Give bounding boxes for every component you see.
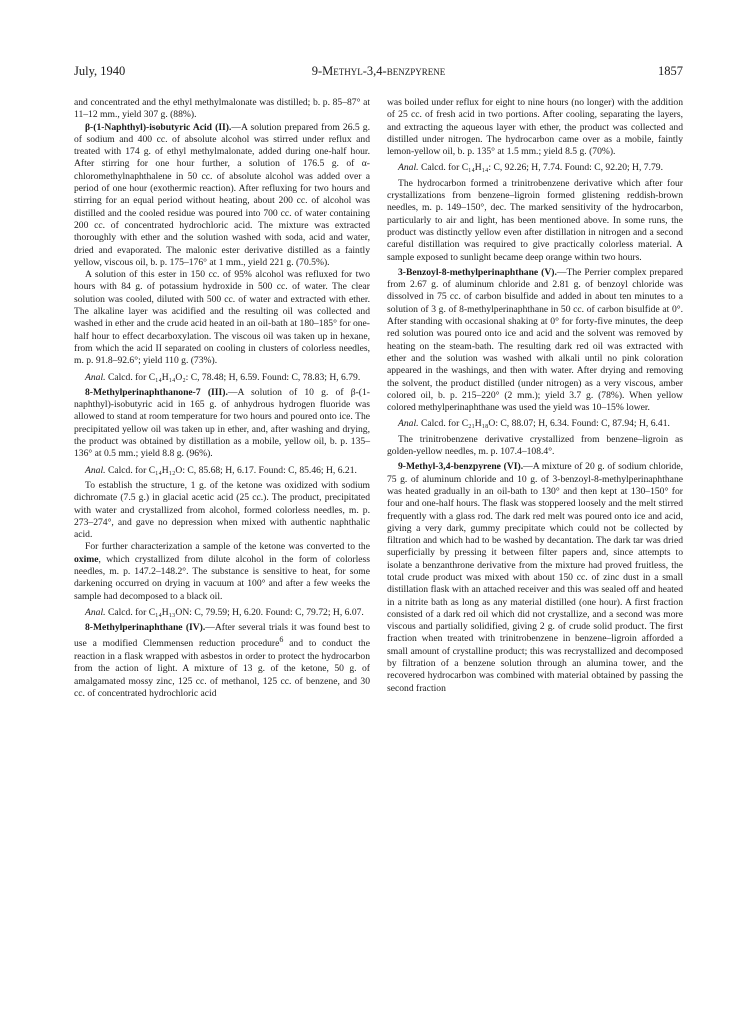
analysis-line: Anal. Calcd. for C₂₁H₁₈O: C, 88.07; H, 6.34. Found: C, 87.94; H, 6.41. [398,418,670,430]
paragraph: 8-Methylperinaphthanone-7 (III).—A solution of 10 g. of β-(1-naphthyl)-isobutyric acid in 165 g. of anhydrous hydrogen fluoride was allowed to stand at room temperature for two hours and poured onto ice. The precipitated yellow oil was taken up in ether, and, after washing and drying, the product was obtained by distillation as a mobile, yellow oil, b. p. 135–136° at 0.5 mm.; yield 8.8 g. (96%). [74,386,370,460]
analysis-line: Anal. Calcd. for C₁₄H₁₃ON: C, 79.59; H, 6.20. Found: C, 79.72; H, 6.07. [85,606,364,618]
inline-term: oxime [74,553,99,565]
text-columns [74,97,683,987]
paragraph: and concentrated and the ethyl methylmalonate was distilled; b. p. 85–87° at 11–12 mm., yield 307 g. (88%). [74,97,370,121]
left-column [74,97,370,987]
page-number: 1857 [658,64,683,78]
paragraph: For further characterization a sample of the ketone was converted to the oxime, which crystallized from dilute alcohol in the form of colorless needles, m. p. 147.2–148.2°. The substance is sensitive to heat, for some darkening occurred on drying in vacuum at 100° and after a few weeks the sample had decomposed to a black oil. [74,541,370,602]
paragraph: was boiled under reflux for eight to nine hours (no longer) with the addition of 25 cc. of fresh acid in two portions. After cooling, separating the layers, and extracting the aqueous layer with ether, the product was collected and distilled under nitrogen. The hydrocarbon came over as a mobile, faintly lemon-yellow oil, b. p. 135° at 1.5 mm.; yield 8.5 g. (70%). [387,97,683,158]
paragraph: β-(1-Naphthyl)-isobutyric Acid (II).—A solution prepared from 26.5 g. of sodium and 400 cc. of absolute alcohol was stirred under reflux and treated with 174 g. of ethyl methylmalonate, added during one-half hour. After stirring for one hour further, a solution of 176.5 g. of α-chloromethylnaphthalene in 50 cc. of absolute alcohol was added over a period of one hour (exothermic reaction). After refluxing for two hours and stirring for an equal period without heating, about 200 cc. of alcohol was distilled and the cooled residue was poured into 700 cc. of water containing 200 cc. of concentrated hydrochloric acid. The mixture was extracted thoroughly with ether and the solution washed with soda, acid and water, dried and evaporated. The malonic ester derivative distilled as a faintly yellow, viscous oil, b. p. 175–176° at 1 mm., yield 221 g. (70.5%). [74,121,371,268]
analysis-line: Anal. Calcd. for C₁₄H₁₄O₂: C, 78.48; H, 6.59. Found: C, 78.83; H, 6.79. [85,371,361,383]
footnote-ref: 6 [279,635,284,645]
paragraph: 8-Methylperinaphthane (IV).—After several trials it was found best to use a modified Clemmensen reduction procedure$^6$ and to conduct the reaction in a flask wrapped with asbestos in order to protect the hydrocarbon from the action of light. A mixture of 13 g. of the ketone, 50 g. of amalgamated mossy zinc, 125 cc. of methanol, 125 cc. of benzene, and 30 cc. of concentrated hydrochloric acid [74,622,370,699]
issue-date: July, 1940 [74,64,126,78]
section-heading: β-(1-Naphthyl)-isobutyric Acid (II). [85,121,232,133]
section-heading: 9-Methyl-3,4-benzpyrene (VI). [398,461,524,473]
paragraph: The trinitrobenzene derivative crystallized from benzene–ligroin as golden-yellow needles, m. p. 107.4–108.4°. [387,433,683,458]
right-column [387,97,683,987]
section-heading: 8-Methylperinaphthanone-7 (III). [85,386,228,398]
paragraph: 3-Benzoyl-8-methylperinaphthane (V).—The Perrier complex prepared from 2.67 g. of aluminum chloride and 2.81 g. of benzoyl chloride was dissolved in 75 cc. of carbon bisulfide and added in about ten minutes to a solution of 3 g. of 8-methylperinaphthane in 50 cc. of carbon bisulfide at 0°. After standing with occasional shaking at 0° for forty-five minutes, the deep red solution was poured onto ice and acid and the solvent was removed by heating on the steam-bath. The resulting dark red oil was extracted with ether and the solution was washed with alkali until no pink coloration appeared in the washings, and then with water. After drying and removing the solvent, the product distilled (under nitrogen) as a very viscous, amber colored oil, b. p. 215–220° (2 mm.); yield 3.7 g. (78%). When yellow colored methylperinaphthane was used the yield was 10–15% lower. [387,266,683,414]
analysis-line: Anal. Calcd. for C₁₄H₁₄: C, 92.26; H, 7.74. Found: C, 92.20; H, 7.79. [398,162,663,174]
section-heading: 3-Benzoyl-8-methylperinaphthane (V). [398,266,557,278]
analysis-line: Anal. Calcd. for C₁₄H₁₂O: C, 85.68; H, 6.17. Found: C, 85.46; H, 6.21. [85,464,357,476]
running-header [74,64,683,84]
paragraph: 9-Methyl-3,4-benzpyrene (VI).—A mixture of 20 g. of sodium chloride, 75 g. of aluminum chloride and 10 g. of 3-benzoyl-8-methylperinaphthane was heated gradually in an oil-bath to 130° and then kept at 130–150° for four and one-half hours. The flask was stoppered loosely and the melt stirred frequently with a glass rod. The dark red melt was poured onto ice and acid, giving a very dark, gummy precipitate which could not be collected by filtration and which had to be washed by decantation. The dark tar was dried superficially by pressing it between filter papers and, since attempts to isolate a benzanthrone derivative from the mixture had proved fruitless, the total crude product was mixed with about 150 cc. of zinc dust in a small distillation flask with an attached receiver and this was sealed off and heated in a nitrite bath as long as any material distilled (one hour). A first fraction consisted of a dark red oil which did not crystallize, and a second was more viscous and partially solidified, giving 2 g. of crude solid product. The first fraction when treated with trinitrobenzene in benzene–ligroin afforded a small amount of crystalline product; this was recrystallized and decomposed by filtration of a benzene solution through an alumina tower, and the recovered hydrocarbon was combined with material obtained by passing the second fraction [387,461,683,694]
paragraph: The hydrocarbon formed a trinitrobenzene derivative which after four crystallizations from benzene–ligroin formed glistening reddish-brown needles, m. p. 149–150°, dec. The marked sensitivity of the hydrocarbon, particularly to air and light, has been mentioned above. In some runs, the product was distinctly yellow even after distillation in nitrogen and a second careful distillation was required to give practically colorless material. A sample exposed to sunlight became deep orange within two hours. [387,177,683,263]
section-heading: 8-Methylperinaphthane (IV). [85,622,206,634]
running-title: 9-Methyl-3,4-benzpyrene [311,64,446,78]
paragraph: To establish the structure, 1 g. of the ketone was oxidized with sodium dichromate (7.5 g.) in glacial acetic acid (25 cc.). The product, precipitated with water and crystallized from alcohol, formed colorless needles, m. p. 273–274°, and gave no depression when mixed with authentic naphthalic acid. [74,479,370,541]
paragraph: A solution of this ester in 150 cc. of 95% alcohol was refluxed for two hours with 84 g. of potassium hydroxide in 500 cc. of water. The clear solution was cooled, diluted with 500 cc. of water and extracted with ether. The alkaline layer was acidified and the resulting oil was collected and washed in ether and the crude acid heated in an oil-bath at 180–185° for one-half hour to effect decarboxylation. The viscous oil was taken up in hexane, from which the acid II separated on cooling in clusters of colorless needles, m. p. 91.8–92.6°; yield 110 g. (73%). [74,269,370,367]
